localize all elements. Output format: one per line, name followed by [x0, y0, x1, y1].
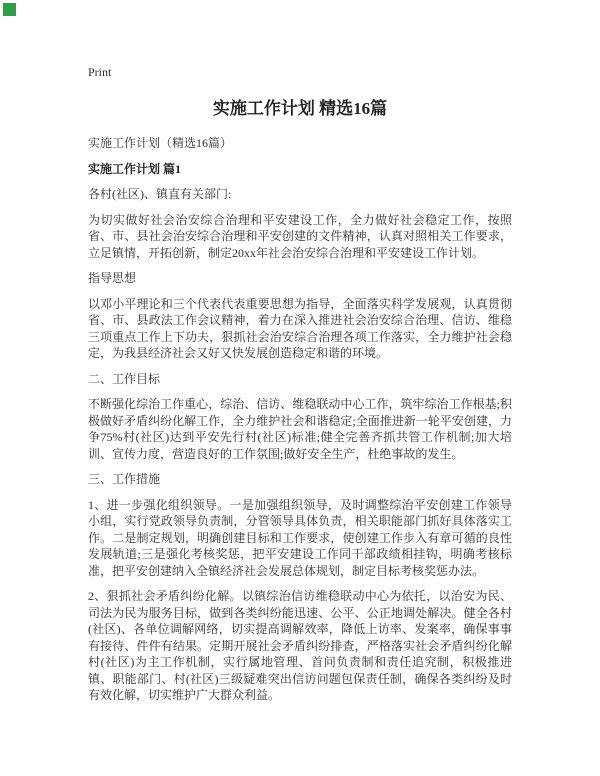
heading-work-goals: 二、工作目标 [88, 371, 161, 386]
heading-guiding-ideology: 指导思想 [88, 271, 137, 285]
paragraph-measure-1: 1、进一步强化组织领导。一是加强组织领导，及时调整综治平安创建工作领导小组，实行党政领导负责制，分管领导具体负责，相关职能部门抓好具体落实工作。二是制定规划，明确创建目标和工作要求，使创建工作步入有章可循的良性发展轨道;三是强化考核奖惩，把平安建设工作同干部政绩相挂钩，明确考核标准，把平安创建纳入全镇经济社会发展总体规划，制定目标考核奖惩办法。 [88, 497, 512, 578]
paragraph-guiding-ideology: 以邓小平理论和三个代表代表重要思想为指导，全面落实科学发展观，认真贯彻省、市、县政法工作会议精神，着力在深入推进社会治安综合治理、信访、维稳三项重点工作上下功夫，狠抓社会治安综合治理各项工作落实，全力维护社会稳定，为我县经济社会又好又快发展创造稳定和谐的环境。 [88, 296, 512, 360]
document-subtitle: 实施工作计划（精选16篇） [88, 136, 233, 150]
heading-work-measures: 三、工作措施 [88, 472, 161, 486]
document-title: 实施工作计划 精选16篇 [212, 99, 388, 118]
salutation-line: 各村(社区)、镇直有关部门: [88, 187, 232, 201]
paragraph-work-goals: 不断强化综治工作重心，综治、信访、维稳联动中心工作，筑牢综治工作根基;积极做好矛盾纠纷化解工作，全力维护社会和谐稳定;全面推进新一轮平安创建，力争75%村(社区)达到平安先行村(社区)标准;健全完善齐抓共管工作机制;加大培训、宣传力度，营造良好的工作氛围;做好安全生产，杜绝事故的发生。 [88, 397, 512, 461]
section-heading-part1: 实施工作计划 篇1 [88, 161, 182, 176]
document-body [88, 98, 512, 713]
green-corner-marker [3, 3, 16, 16]
paragraph-intro: 为切实做好社会治安综合治理和平安建设工作，全力做好社会稳定工作，按照省、市、县社会治安综合治理和平安创建的文件精神，认真对照相关工作要求，立足镇情，开拓创新，制定20xx年社会治安综合治理和平安建设工作计划。 [88, 212, 512, 260]
paragraph-measure-2: 2、狠抓社会矛盾纠纷化解。以镇综治信访维稳联动中心为依托，以治安为民、司法为民为服务目标，做到各类纠纷能迅速、公平、公正地调处解决。健全各村(社区)、各单位调解网络，切实提高调解效率，降低上访率、发案率，确保事事有接待、件件有结果。定期开展社会矛盾纠纷排查，严格落实社会矛盾纠纷化解村(社区)为主工作机制，实行属地管理、首问负责制和责任追究制，积极推进镇、职能部门、村(社区)三级疑难突出信访问题包保责任制，确保各类纠纷及时有效化解，切实维护广大群众利益。 [88, 589, 512, 702]
print-button[interactable]: Print [88, 65, 112, 79]
